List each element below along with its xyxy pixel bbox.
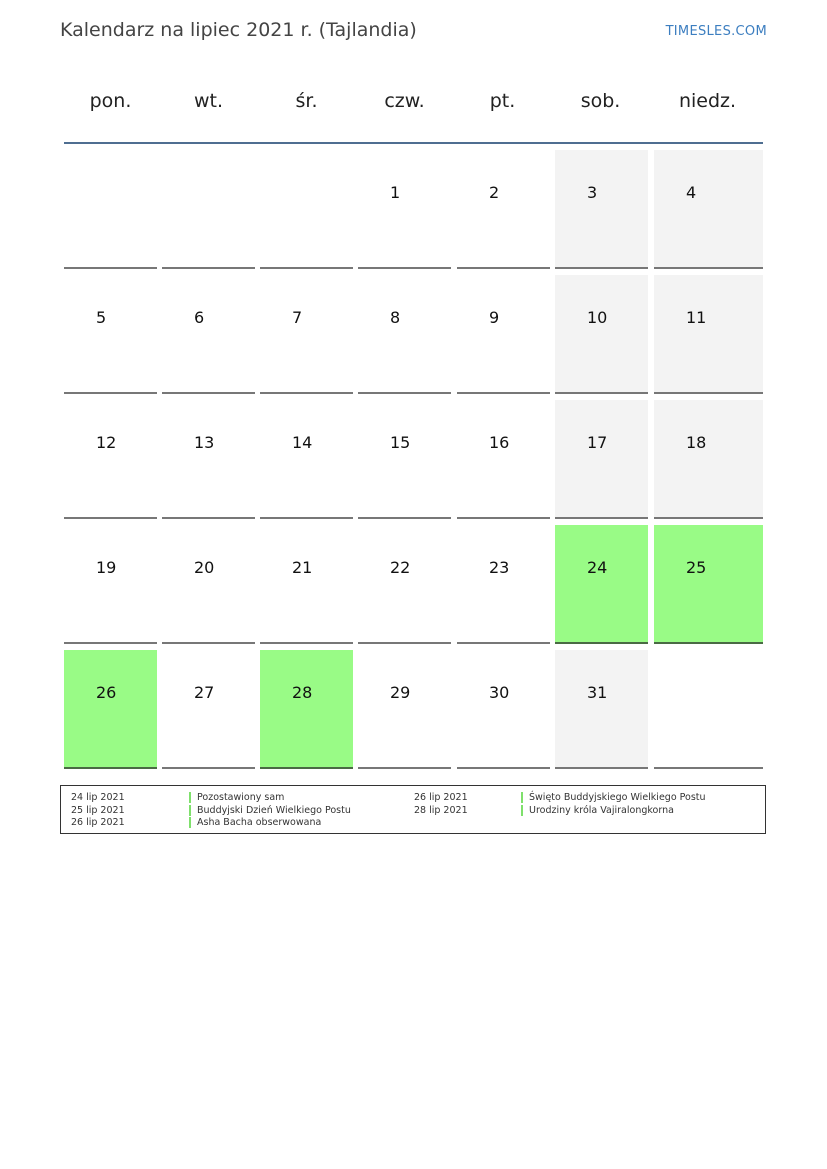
weekday-sun: niedz.: [678, 90, 737, 112]
day-number: 15: [390, 433, 411, 452]
legend-date: 28 lip 2021: [414, 804, 468, 816]
cell-bottom-rule: [64, 517, 157, 519]
day-cell-10: [555, 275, 648, 394]
legend-date: 24 lip 2021: [71, 792, 125, 803]
cell-bottom-rule: [64, 392, 157, 394]
holiday-color-marker: [521, 805, 523, 816]
legend-holiday-name: Święto Buddyjskiego Wielkiego Postu: [529, 792, 706, 803]
day-cell-11: [654, 275, 763, 394]
cell-bottom-rule: [457, 392, 550, 394]
day-number: 10: [587, 308, 608, 327]
day-cell-14: [260, 400, 353, 519]
cell-bottom-rule: [654, 267, 763, 269]
day-cell-18: [654, 400, 763, 519]
holiday-legend: [60, 785, 766, 834]
legend-holiday-name: Buddyjski Dzień Wielkiego Postu: [197, 804, 351, 816]
cell-bottom-rule: [358, 767, 451, 769]
holiday-color-marker: [189, 792, 191, 803]
day-cell-26: [64, 650, 157, 769]
holiday-color-marker: [521, 792, 523, 803]
legend-names-right: [521, 792, 706, 817]
cell-bottom-rule: [260, 642, 353, 644]
day-cell-3: [555, 150, 648, 269]
cell-bottom-rule: [457, 517, 550, 519]
day-number: 18: [686, 433, 707, 452]
cell-bottom-rule: [654, 392, 763, 394]
cell-bottom-rule: [555, 267, 648, 269]
legend-holiday-name: Urodziny króla Vajiralongkorna: [529, 804, 674, 816]
day-number: 12: [96, 433, 117, 452]
legend-date: 26 lip 2021: [71, 817, 125, 828]
cell-bottom-rule: [555, 517, 648, 519]
day-cell-23: [457, 525, 550, 644]
day-number: 9: [489, 308, 500, 327]
day-cell-5: [64, 275, 157, 394]
cell-bottom-rule: [260, 767, 353, 769]
weekday-sat: sob.: [580, 90, 621, 112]
cell-bottom-rule: [457, 767, 550, 769]
day-number: 14: [292, 433, 313, 452]
day-cell-29: [358, 650, 451, 769]
day-cell-21: [260, 525, 353, 644]
day-number: 28: [292, 683, 313, 702]
legend-date: 26 lip 2021: [414, 792, 468, 803]
day-cell-4: [654, 150, 763, 269]
cell-bottom-rule: [162, 642, 255, 644]
day-cell-28: [260, 650, 353, 769]
day-number: 8: [390, 308, 401, 327]
cell-bottom-rule: [358, 267, 451, 269]
legend-dates-right: [414, 792, 468, 817]
weekday-wed: śr.: [295, 90, 318, 112]
day-number: 24: [587, 558, 608, 577]
day-number: 29: [390, 683, 411, 702]
day-number: 20: [194, 558, 215, 577]
day-cell-1: [358, 150, 451, 269]
day-number: 22: [390, 558, 411, 577]
header-divider: [64, 142, 763, 144]
cell-bottom-rule: [358, 642, 451, 644]
day-cell-27: [162, 650, 255, 769]
cell-bottom-rule: [162, 392, 255, 394]
empty-day-cell: [260, 150, 353, 269]
weekday-thu: czw.: [384, 90, 425, 112]
day-number: 30: [489, 683, 510, 702]
day-number: 19: [96, 558, 117, 577]
day-number: 2: [489, 183, 500, 202]
day-cell-30: [457, 650, 550, 769]
empty-day-cell: [162, 150, 255, 269]
cell-bottom-rule: [555, 642, 648, 644]
day-cell-9: [457, 275, 550, 394]
cell-bottom-rule: [358, 517, 451, 519]
day-number: 3: [587, 183, 598, 202]
cell-bottom-rule: [162, 517, 255, 519]
weekday-fri: pt.: [489, 90, 516, 112]
cell-bottom-rule: [654, 642, 763, 644]
day-number: 4: [686, 183, 697, 202]
day-cell-15: [358, 400, 451, 519]
day-number: 11: [686, 308, 707, 327]
page-title: Kalendarz na lipiec 2021 r. (Tajlandia): [60, 19, 417, 41]
holiday-color-marker: [189, 817, 191, 828]
legend-dates-left: [71, 792, 125, 830]
cell-bottom-rule: [64, 267, 157, 269]
brand-link[interactable]: TIMESLES.COM: [665, 24, 767, 39]
day-cell-6: [162, 275, 255, 394]
day-number: 21: [292, 558, 313, 577]
day-cell-12: [64, 400, 157, 519]
cell-bottom-rule: [260, 517, 353, 519]
day-number: 7: [292, 308, 303, 327]
holiday-color-marker: [189, 805, 191, 816]
cell-bottom-rule: [555, 767, 648, 769]
day-number: 25: [686, 558, 707, 577]
day-cell-31: [555, 650, 648, 769]
weekday-mon: pon.: [89, 90, 132, 112]
cell-bottom-rule: [260, 392, 353, 394]
day-cell-13: [162, 400, 255, 519]
day-cell-17: [555, 400, 648, 519]
day-number: 17: [587, 433, 608, 452]
day-cell-20: [162, 525, 255, 644]
weekday-tue: wt.: [193, 90, 224, 112]
legend-holiday-name: Asha Bacha obserwowana: [197, 817, 322, 828]
day-cell-25: [654, 525, 763, 644]
weekday-header: [64, 90, 763, 120]
cell-bottom-rule: [654, 767, 763, 769]
day-cell-7: [260, 275, 353, 394]
day-number: 1: [390, 183, 401, 202]
cell-bottom-rule: [555, 392, 648, 394]
empty-day-cell: [654, 650, 763, 769]
day-cell-16: [457, 400, 550, 519]
day-cell-22: [358, 525, 451, 644]
cell-bottom-rule: [457, 267, 550, 269]
cell-bottom-rule: [162, 767, 255, 769]
day-number: 26: [96, 683, 117, 702]
day-number: 27: [194, 683, 215, 702]
day-number: 6: [194, 308, 205, 327]
day-number: 5: [96, 308, 107, 327]
cell-bottom-rule: [64, 767, 157, 769]
legend-date: 25 lip 2021: [71, 804, 125, 816]
day-cell-24: [555, 525, 648, 644]
cell-bottom-rule: [260, 267, 353, 269]
empty-day-cell: [64, 150, 157, 269]
legend-holiday-name: Pozostawiony sam: [197, 792, 285, 803]
day-cell-8: [358, 275, 451, 394]
day-cell-19: [64, 525, 157, 644]
legend-names-left: [189, 792, 351, 830]
cell-bottom-rule: [162, 267, 255, 269]
day-number: 16: [489, 433, 510, 452]
cell-bottom-rule: [457, 642, 550, 644]
day-number: 13: [194, 433, 215, 452]
cell-bottom-rule: [654, 517, 763, 519]
cell-bottom-rule: [64, 642, 157, 644]
day-number: 31: [587, 683, 608, 702]
cell-bottom-rule: [358, 392, 451, 394]
day-number: 23: [489, 558, 510, 577]
day-cell-2: [457, 150, 550, 269]
